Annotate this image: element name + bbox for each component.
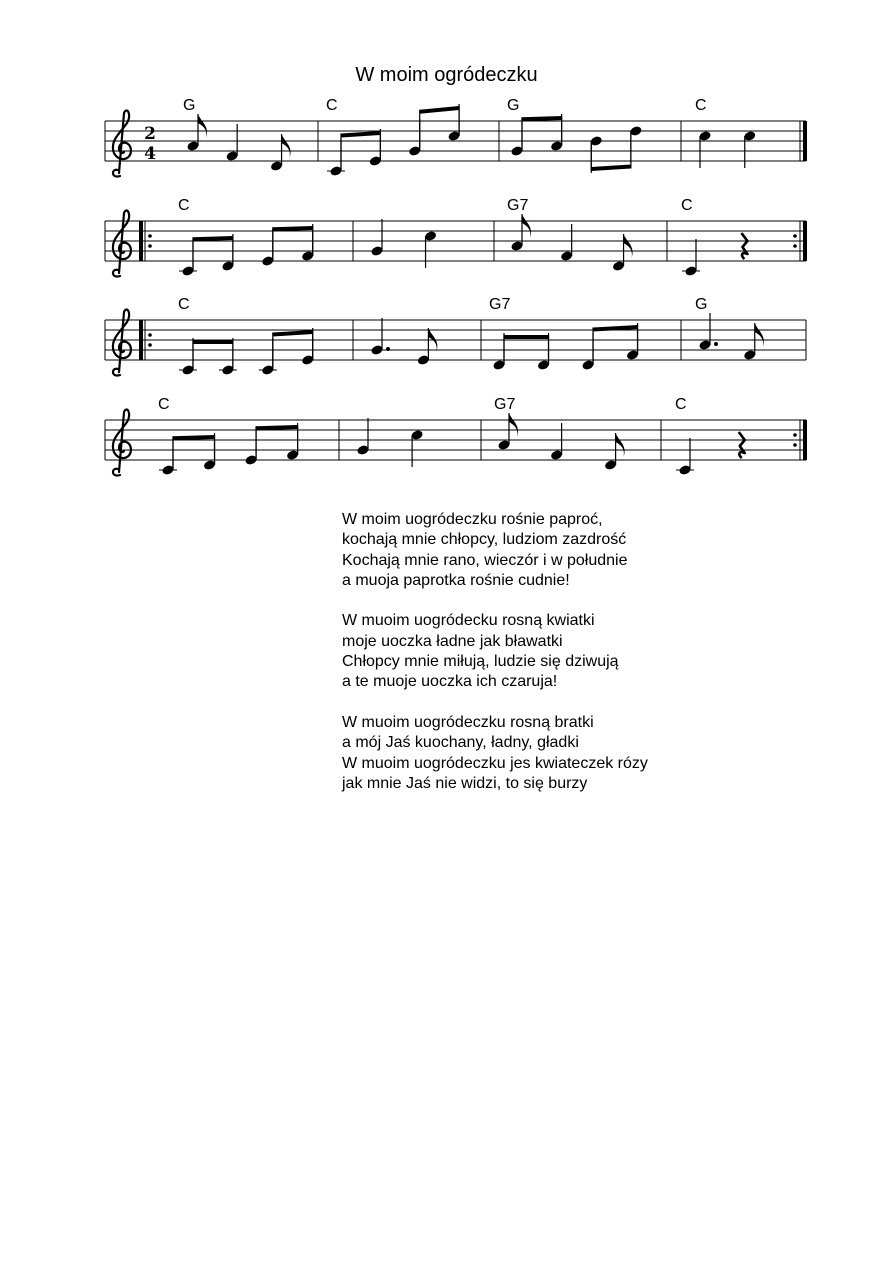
note <box>581 333 594 371</box>
note <box>510 119 523 157</box>
note <box>612 234 633 272</box>
sheet-music <box>0 0 893 500</box>
note <box>682 239 700 277</box>
repeat-dot <box>148 333 152 337</box>
repeat-dot <box>793 244 797 248</box>
beam <box>591 165 631 172</box>
note <box>676 438 694 476</box>
chord-symbol: G7 <box>489 296 511 313</box>
note <box>629 125 642 163</box>
treble-clef-icon <box>113 210 131 276</box>
repeat-dot <box>793 234 797 238</box>
note <box>225 124 238 162</box>
lyrics-line: jak mnie Jaś nie widzi, to się burzy <box>342 774 588 792</box>
repeat-start-thick-bar <box>139 320 143 360</box>
chord-symbol: G <box>507 97 520 114</box>
chord-symbol: C <box>158 396 170 413</box>
repeat-dot <box>793 443 797 447</box>
chord-symbol: G <box>183 97 196 114</box>
note <box>370 219 383 257</box>
rest-path <box>739 432 745 458</box>
lyrics-stanza <box>342 611 648 692</box>
note-flag <box>616 433 625 457</box>
treble-clef-path <box>113 309 131 375</box>
chord-symbol: C <box>178 296 190 313</box>
lyrics-line: W muoim uogródeczku rosną bratki <box>342 713 594 731</box>
staff-system <box>105 396 807 470</box>
augmentation-dot <box>386 347 390 351</box>
lyrics-line: moje uoczka ładne jak bławatki <box>342 632 563 650</box>
chord-symbol: C <box>178 197 190 214</box>
lyrics-line: Kochają mnie rano, wieczór i w południe <box>342 551 628 569</box>
beam <box>504 335 549 339</box>
chord-symbol: C <box>695 97 707 114</box>
repeat-start-thick-bar <box>139 221 143 261</box>
chord-symbol: C <box>675 396 687 413</box>
staff-system <box>105 197 807 271</box>
treble-clef-icon <box>113 110 131 176</box>
note <box>259 338 277 376</box>
note <box>408 119 421 157</box>
time-signature-bottom: 4 <box>144 144 156 164</box>
lyrics-line: a te muoje uoczka ich czaruja! <box>342 673 558 691</box>
note-flag <box>282 134 291 158</box>
repeat-dot <box>148 244 152 248</box>
note <box>356 418 369 456</box>
lyrics-line: a muoja paprotka rośnie cudnie! <box>342 571 570 589</box>
note <box>743 130 756 168</box>
time-signature-top: 2 <box>144 124 156 144</box>
lyrics <box>342 510 648 814</box>
note <box>410 429 423 467</box>
note <box>270 134 291 172</box>
note <box>327 139 345 177</box>
beam <box>173 435 215 440</box>
note <box>497 413 518 451</box>
lyrics-line: Chłopcy mnie miłują, ludzie się dziwują <box>342 653 619 671</box>
note <box>186 114 207 152</box>
treble-clef-icon <box>113 309 131 375</box>
note <box>698 130 711 168</box>
beam <box>341 131 380 138</box>
note <box>159 438 177 476</box>
beam <box>193 340 233 344</box>
note <box>550 423 563 461</box>
beam <box>256 425 298 430</box>
note <box>244 428 257 466</box>
end-thick-bar <box>803 221 807 261</box>
chord-symbol: G7 <box>494 396 516 413</box>
lyrics-line: W muoim uogródecku rosną kwiatki <box>342 612 595 630</box>
beam <box>193 236 233 241</box>
note <box>510 214 531 252</box>
chord-symbol: G7 <box>507 197 529 214</box>
song-title: W moim ogródeczku <box>355 64 538 86</box>
end-thick-bar <box>803 121 807 161</box>
note <box>743 323 764 361</box>
lyrics-line: kochają mnie chłopcy, ludziom zazdrość <box>342 531 627 549</box>
chord-symbol: C <box>326 97 338 114</box>
repeat-dot <box>148 343 152 347</box>
note <box>560 224 573 262</box>
augmentation-dot <box>714 342 718 346</box>
treble-clef-path <box>113 110 131 176</box>
lyrics-stanza <box>342 713 648 794</box>
lyrics-stanza <box>342 510 648 591</box>
repeat-dot <box>793 433 797 437</box>
note-flag <box>522 214 531 238</box>
note-flag <box>624 234 633 258</box>
beam <box>273 226 313 231</box>
note <box>179 239 197 277</box>
beam <box>522 116 562 121</box>
note <box>261 229 274 267</box>
quarter-rest-icon <box>739 432 745 458</box>
beam <box>420 106 459 114</box>
lyrics-line: a mój Jaś kuochany, ładny, gładki <box>342 734 579 752</box>
treble-clef-path <box>113 210 131 276</box>
beam <box>273 330 313 337</box>
treble-clef-icon <box>113 409 131 475</box>
chord-symbol: C <box>681 197 693 214</box>
lyrics-line: W muoim uogródeczku jes kwiateczek rózy <box>342 754 648 772</box>
note <box>604 433 625 471</box>
note-flag <box>198 114 207 138</box>
note <box>424 230 437 268</box>
note <box>370 318 390 356</box>
staff-system <box>105 296 806 370</box>
chord-symbol: G <box>695 296 708 313</box>
note-flag <box>509 413 518 437</box>
beam <box>593 325 638 332</box>
end-thick-bar <box>803 420 807 460</box>
rest-path <box>741 233 747 259</box>
lyrics-line: W moim uogródeczku rośnie paproć, <box>342 511 603 528</box>
note <box>492 333 505 371</box>
treble-clef-path <box>113 409 131 475</box>
note-flag <box>755 323 764 347</box>
quarter-rest-icon <box>741 233 747 259</box>
note <box>698 313 718 351</box>
repeat-dot <box>148 234 152 238</box>
